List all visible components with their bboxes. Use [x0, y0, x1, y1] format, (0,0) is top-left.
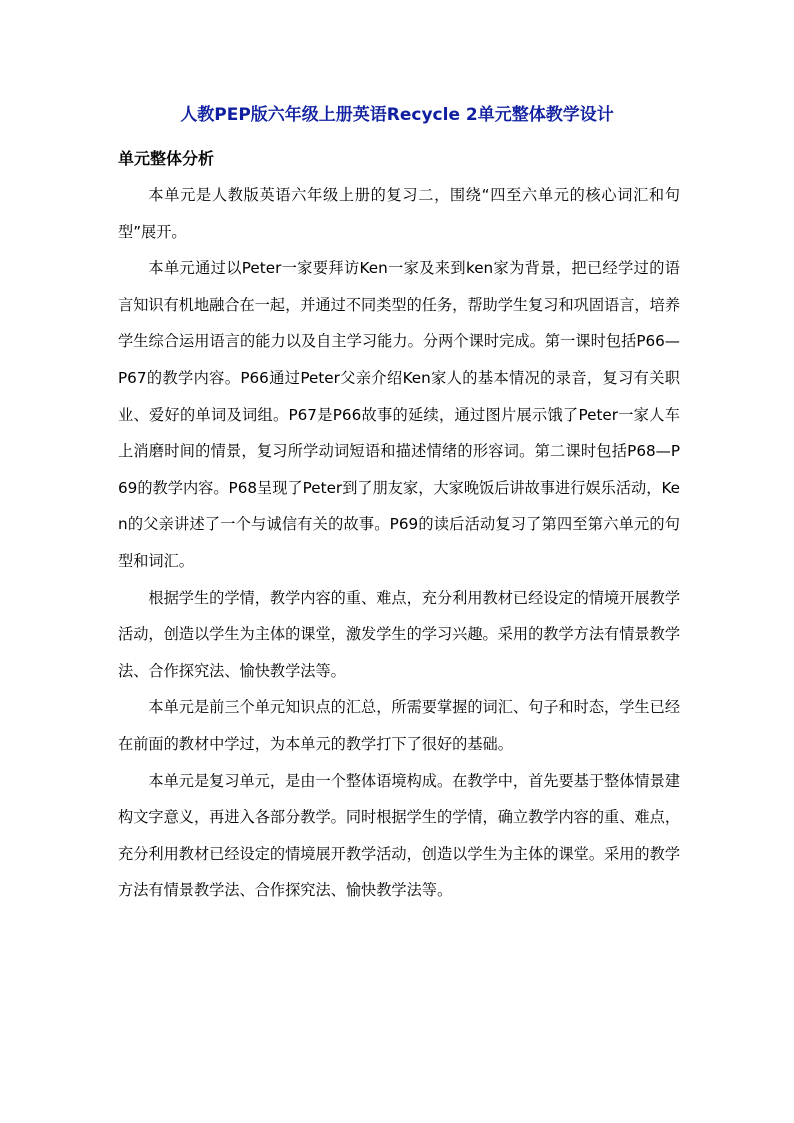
- paragraph: 本单元通过以Peter一家要拜访Ken一家及来到ken家为背景，把已经学过的语言知识有机地融合在一起，并通过不同类型的任务，帮助学生复习和巩固语言，培养学生综合运用语言的能力以及自主学习能力。分两个课时完成。第一课时包括P66—P67的教学内容。P66通过Peter父亲介绍Ken家人的基本情况的录音，复习有关职业、爱好的单词及词组。P67是P66故事的延续，通过图片展示饿了Peter一家人车上消磨时间的情景，复习所学动词短语和描述情绪的形容词。第二课时包括P68—P69的教学内容。P68呈现了Peter到了朋友家，大家晚饭后讲故事进行娱乐活动，Ken的父亲讲述了一个与诚信有关的故事。P69的读后活动复习了第四至第六单元的句型和词汇。: [118, 259, 680, 570]
- document-body: [118, 177, 680, 909]
- document-title: 人教PEP版六年级上册英语Recycle 2单元整体教学设计: [180, 105, 614, 125]
- paragraph: 本单元是前三个单元知识点的汇总，所需要掌握的词汇、句子和时态，学生已经在前面的教材中学过，为本单元的教学打下了很好的基础。: [118, 698, 680, 753]
- paragraph: 本单元是人教版英语六年级上册的复习二，围绕“四至六单元的核心词汇和句型”展开。: [118, 186, 680, 241]
- paragraph: 根据学生的学情，教学内容的重、难点，充分利用教材已经设定的情境开展教学活动，创造以学生为主体的课堂，激发学生的学习兴趣。采用的教学方法有情景教学法、合作探究法、愉快教学法等。: [118, 588, 680, 680]
- section-heading: 单元整体分析: [118, 149, 215, 168]
- paragraph: 本单元是复习单元，是由一个整体语境构成。在教学中，首先要基于整体情景建构文字意义，再进入各部分教学。同时根据学生的学情，确立教学内容的重、难点，充分利用教材已经设定的情境展开教学活动，创造以学生为主体的课堂。采用的教学方法有情景教学法、合作探究法、愉快教学法等。: [118, 771, 680, 900]
